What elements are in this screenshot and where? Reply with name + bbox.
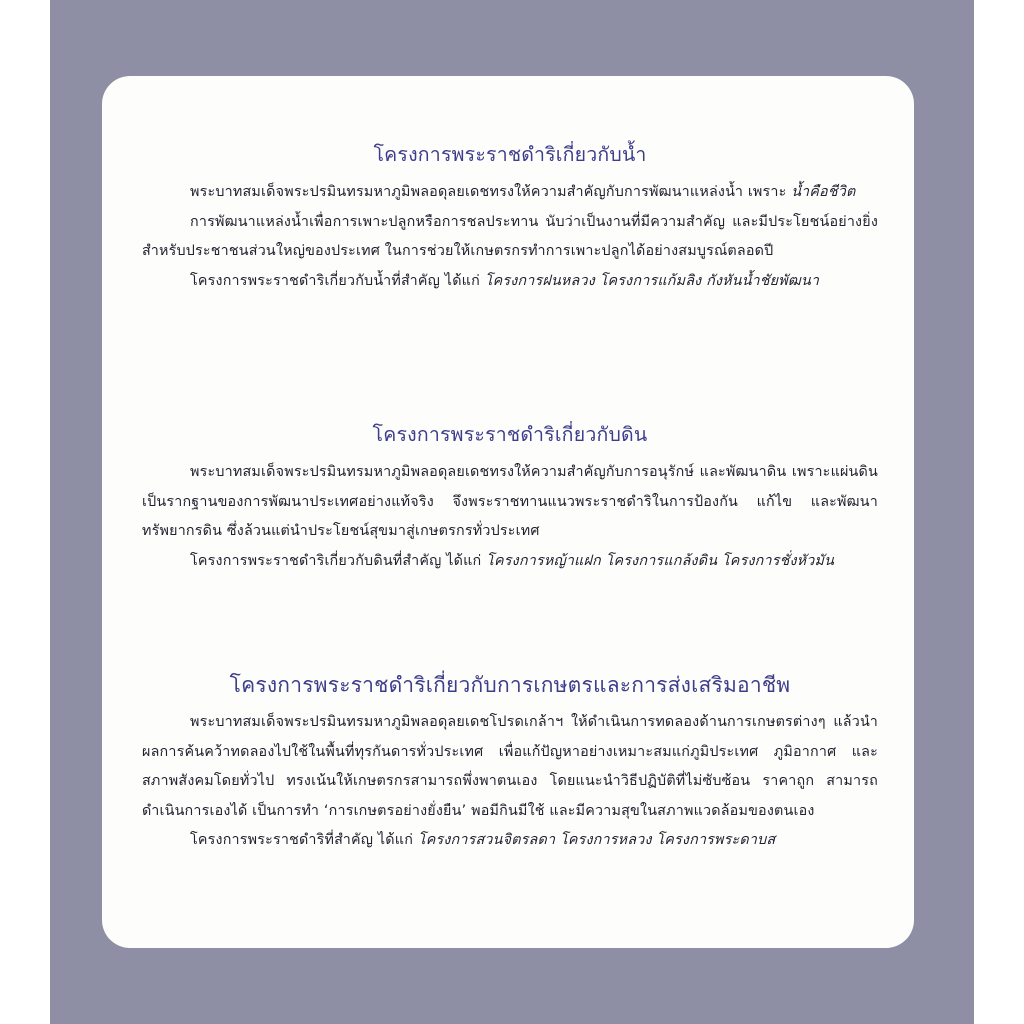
- italic-text: โครงการฝนหลวง โครงการแก้มลิง กังหันน้ำชัยพัฒนา: [484, 272, 820, 289]
- section-title: โครงการพระราชดำริเกี่ยวกับการเกษตรและการส่งเสริมอาชีพ: [229, 673, 791, 697]
- paragraph: การพัฒนาแหล่งน้ำเพื่อการเพาะปลูกหรือการชลประทาน นับว่าเป็นงานที่มีความสำคัญ และมีประโยชน์อย่างยิ่งสำหรับประชาชนส่วนใหญ่ของประเทศ ในการช่วยให้เกษตรกรทำการเพาะปลูกได้อย่างสมบูรณ์ตลอดปี: [142, 213, 878, 259]
- paragraph: [142, 267, 878, 297]
- section-title: โครงการพระราชดำริเกี่ยวกับดิน: [372, 423, 648, 446]
- section-water: [142, 140, 878, 296]
- paragraph: พระบาทสมเด็จพระปรมินทรมหาภูมิพลอดุลยเดชทรงให้ความสำคัญกับการอนุรักษ์ และพัฒนาดิน เพราะแผ่นดินเป็นรากฐานของการพัฒนาประเทศอย่างแท้จริง จึงพระราชทานแนวพระราชดำริในการป้องกัน แก้ไข และพัฒนาทรัพยากรดิน ซึ่งล้วนแต่นำประโยชน์สุขมาสู่เกษตรกรทั่วประเทศ: [142, 464, 878, 539]
- paragraph-text: โครงการพระราชดำริที่สำคัญ ได้แก่: [190, 832, 414, 848]
- section-agriculture: [142, 670, 878, 856]
- paragraph: พระบาทสมเด็จพระปรมินทรมหาภูมิพลอดุลยเดชโปรดเกล้าฯ ให้ดำเนินการทดลองด้านการเกษตรต่างๆ แล้วนำผลการค้นคว้าทดลองไปใช้ในพื้นที่ทุรกันดารทั่วประเทศ เพื่อแก้ปัญหาอย่างเหมาะสมแก่ภูมิประเทศ ภูมิอากาศ และสภาพสังคมโดยทั่วไป ทรงเน้นให้เกษตรกรสามารถพึ่งพาตนเอง โดยแนะนำวิธีปฏิบัติที่ไม่ซับซ้อน ราคาถูก สามารถดำเนินการเองได้ เป็นการทำ ‘การเกษตรอย่างยั่งยืน’ พอมีกินมีใช้ และมีความสุขในสภาพแวดล้อมของตนเอง: [142, 714, 878, 819]
- italic-text: น้ำคือชีวิต: [791, 184, 856, 200]
- paragraph-text: โครงการพระราชดำริเกี่ยวกับน้ำที่สำคัญ ได้แก่: [190, 272, 480, 289]
- content-card: [102, 76, 914, 948]
- paragraph: [142, 547, 878, 577]
- paragraph-text: โครงการพระราชดำริเกี่ยวกับดินที่สำคัญ ได้แก่: [190, 552, 482, 569]
- paragraph-text: พระบาทสมเด็จพระปรมินทรมหาภูมิพลอดุลยเดชทรงให้ความสำคัญกับการพัฒนาแหล่งน้ำ เพราะ: [190, 184, 787, 200]
- paragraph: [142, 826, 878, 856]
- paragraph: [142, 178, 878, 208]
- section-soil: [142, 420, 878, 576]
- italic-text: โครงการสวนจิตรลดา โครงการหลวง โครงการพระดาบส: [417, 832, 776, 848]
- italic-text: โครงการหญ้าแฝก โครงการแกล้งดิน โครงการชั่งหัวมัน: [486, 552, 835, 569]
- section-title: โครงการพระราชดำริเกี่ยวกับน้ำ: [373, 143, 647, 166]
